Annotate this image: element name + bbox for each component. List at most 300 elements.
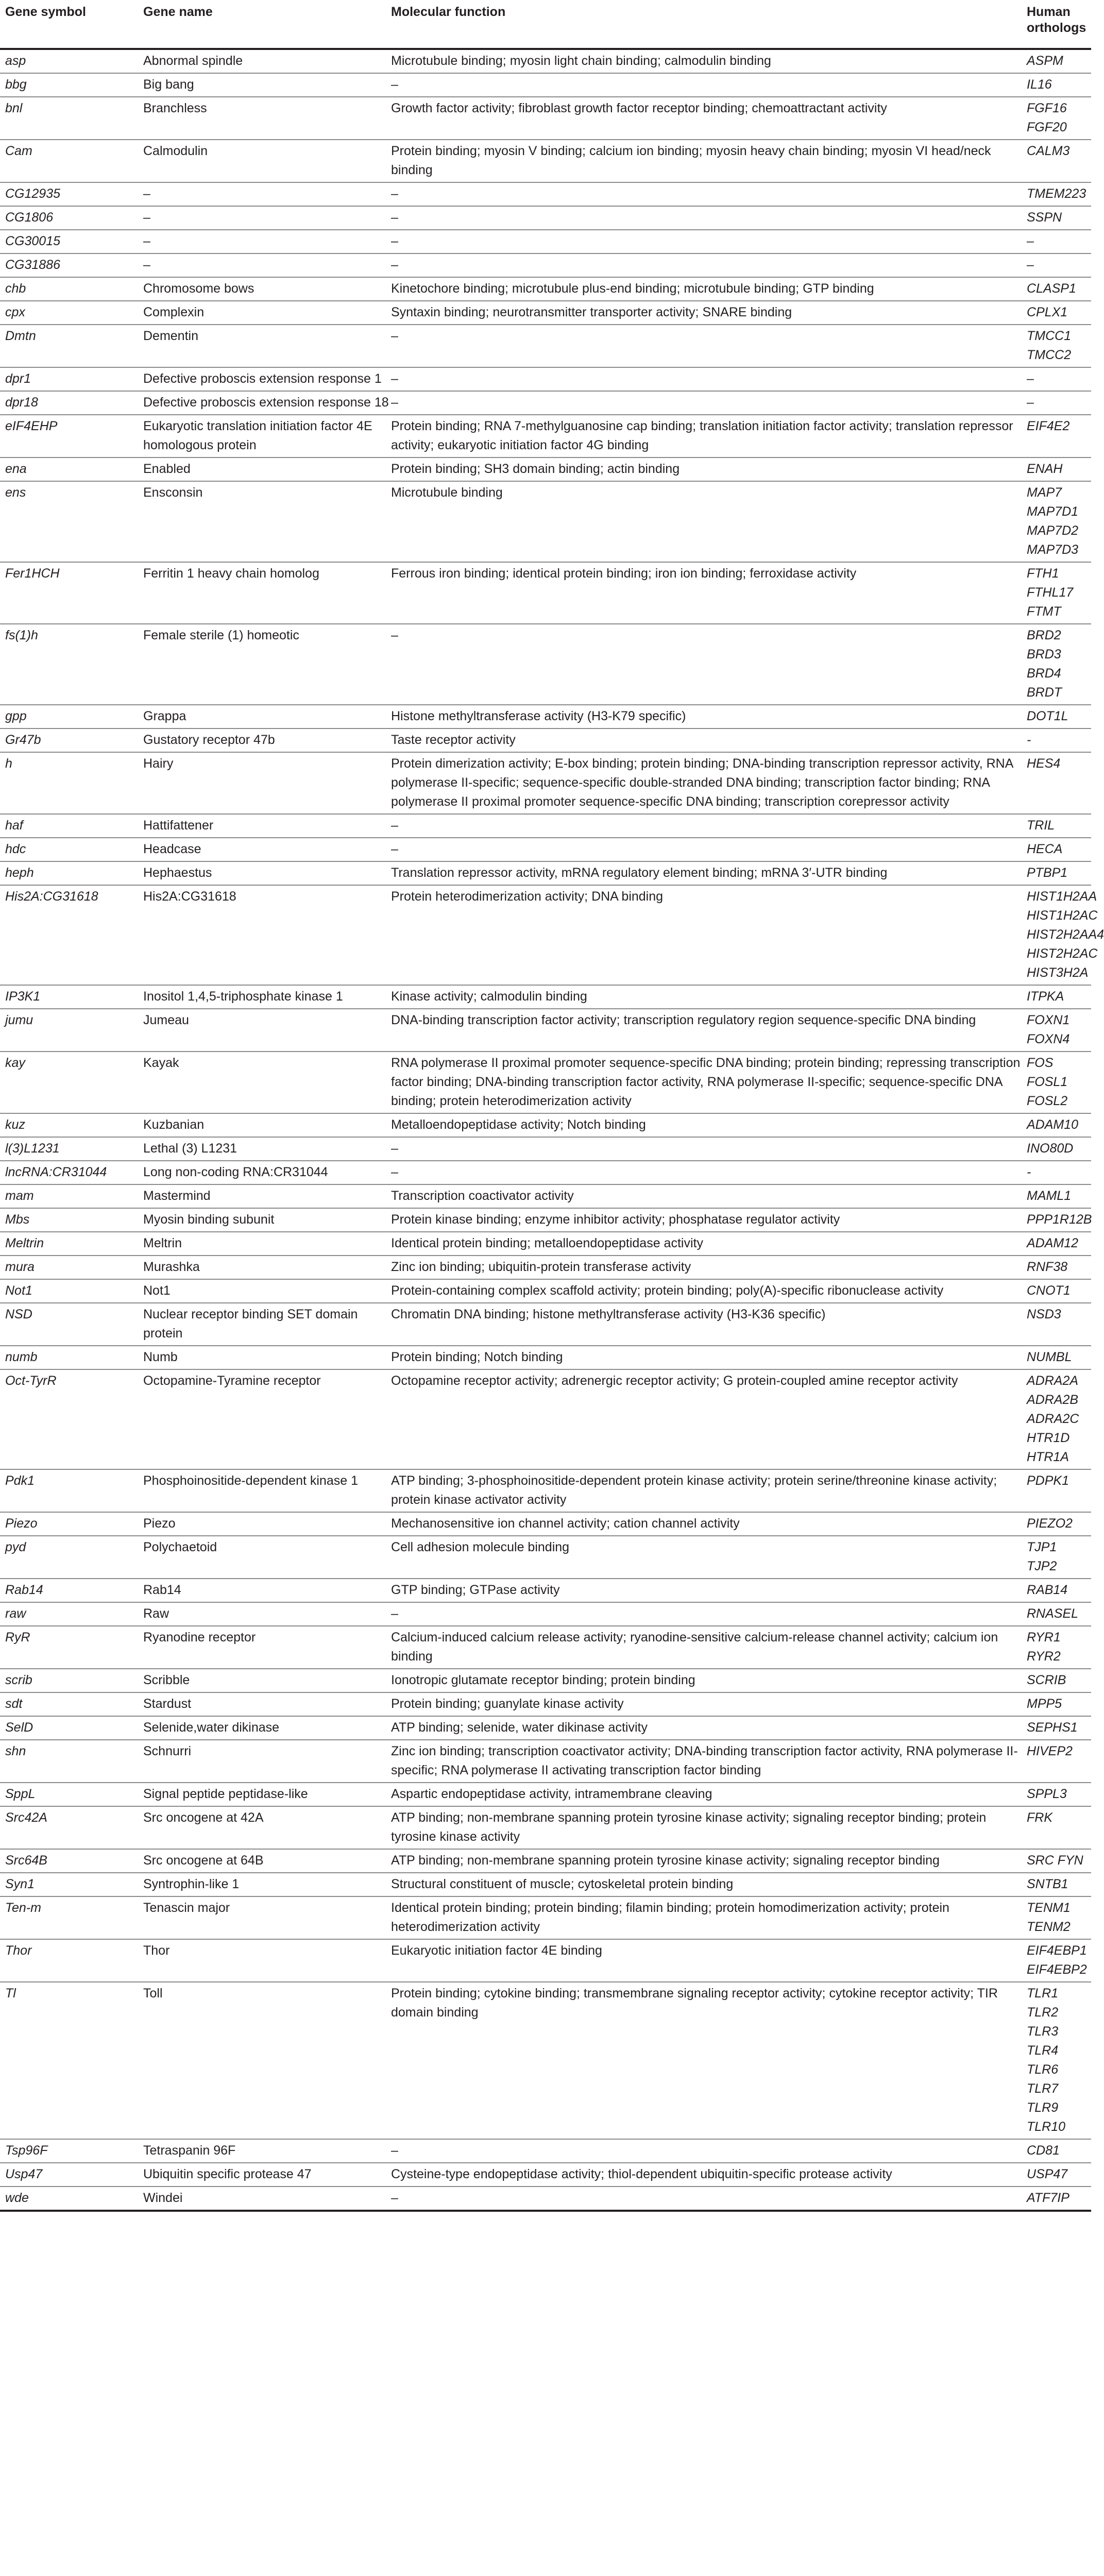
orthologs-list <box>1027 2140 1091 2162</box>
gene-name-cell-text: Calmodulin <box>143 144 208 158</box>
orthologs-list <box>1027 2187 1091 2210</box>
orthologs-list <box>1027 1626 1091 1668</box>
molecular-function-cell-text: – <box>391 1606 398 1621</box>
gene-name-cell <box>143 1626 391 1669</box>
orthologs-list <box>1027 1579 1091 1602</box>
gene-name-cell-text: Scribble <box>143 1673 190 1687</box>
orthologs-list <box>1027 753 1091 775</box>
gene-symbol-cell-text: jumu <box>5 1013 33 1027</box>
ortholog-item: FOSL1 <box>1027 1075 1068 1089</box>
gene-name-cell <box>143 1279 391 1303</box>
molecular-function-cell <box>391 1137 1027 1161</box>
gene-name-cell <box>143 253 391 277</box>
gene-name-cell-text: Windei <box>143 2191 183 2205</box>
gene-symbol-cell <box>0 1536 143 1579</box>
gene-symbol-cell-text: scrib <box>5 1673 32 1687</box>
orthologs-list <box>1027 482 1091 562</box>
human-orthologs-cell <box>1027 1806 1091 1849</box>
gene-symbol-cell <box>0 1346 143 1369</box>
human-orthologs-cell <box>1027 885 1104 985</box>
gene-symbol-cell-text: CG1806 <box>5 210 54 225</box>
table-header <box>0 0 1091 49</box>
ortholog-item: FTHL17 <box>1027 585 1074 600</box>
molecular-function-cell-text: Growth factor activity; fibroblast growth factor receptor binding; chemoattractant activity <box>391 101 887 115</box>
table-row <box>0 2187 1091 2211</box>
orthologs-list <box>1027 74 1091 96</box>
molecular-function-cell <box>391 2163 1027 2187</box>
table-row <box>0 1232 1091 1256</box>
human-orthologs-cell <box>1027 861 1091 885</box>
molecular-function-cell <box>391 1052 1027 1113</box>
molecular-function-cell <box>391 1849 1027 1873</box>
gene-symbol-cell <box>0 752 143 814</box>
molecular-function-cell <box>391 73 1027 97</box>
gene-name-cell <box>143 1896 391 1939</box>
molecular-function-cell-text: – <box>391 1141 398 1156</box>
human-orthologs-cell <box>1027 140 1091 182</box>
ortholog-item: ADAM10 <box>1027 1117 1079 1132</box>
ortholog-item: SNTB1 <box>1027 1877 1068 1891</box>
molecular-function-cell-text: – <box>391 395 398 410</box>
orthologs-list <box>1027 368 1091 391</box>
molecular-function-cell-text: – <box>391 210 398 225</box>
molecular-function-cell-text: Structural constituent of muscle; cytoskeletal protein binding <box>391 1877 734 1891</box>
table-row <box>0 1009 1091 1052</box>
molecular-function-cell <box>391 1184 1027 1208</box>
ortholog-item: ENAH <box>1027 462 1063 476</box>
gene-name-cell <box>143 1232 391 1256</box>
gene-symbol-cell-text: hdc <box>5 842 26 856</box>
human-orthologs-cell <box>1027 814 1091 838</box>
ortholog-item: ADRA2B <box>1027 1393 1079 1407</box>
gene-name-cell <box>143 1009 391 1052</box>
orthologs-list <box>1027 458 1091 481</box>
gene-symbol-cell-text: heph <box>5 866 34 880</box>
gene-symbol-cell <box>0 206 143 230</box>
table-row <box>0 49 1091 73</box>
gene-symbol-cell <box>0 624 143 705</box>
table-row <box>0 1512 1091 1536</box>
gene-name-cell <box>143 2187 391 2211</box>
gene-name-cell-text: Hairy <box>143 756 174 771</box>
molecular-function-cell-text: – <box>391 818 398 833</box>
ortholog-item: EIF4E2 <box>1027 419 1070 433</box>
gene-name-cell-text: Meltrin <box>143 1236 182 1250</box>
ortholog-item: USP47 <box>1027 2167 1068 2181</box>
molecular-function-cell <box>391 301 1027 325</box>
molecular-function-cell <box>391 49 1027 73</box>
gene-name-cell-text: Dementin <box>143 329 198 343</box>
gene-symbol-cell-text: fs(1)h <box>5 628 38 642</box>
gene-symbol-cell <box>0 705 143 728</box>
ortholog-item: BRD2 <box>1027 628 1061 642</box>
gene-name-cell <box>143 1113 391 1137</box>
human-orthologs-cell <box>1027 1873 1091 1896</box>
orthologs-list <box>1027 838 1091 861</box>
molecular-function-cell-text: Mechanosensitive ion channel activity; cation channel activity <box>391 1516 740 1531</box>
molecular-function-cell-text: Microtubule binding <box>391 485 503 500</box>
gene-name-cell-text: Numb <box>143 1350 178 1364</box>
gene-name-cell-text: Long non-coding RNA:CR31044 <box>143 1165 328 1179</box>
gene-symbol-cell <box>0 1896 143 1939</box>
ortholog-item: CNOT1 <box>1027 1283 1071 1298</box>
gene-symbol-cell-text: asp <box>5 54 26 68</box>
ortholog-item: TLR10 <box>1027 2120 1066 2134</box>
ortholog-item: BRD4 <box>1027 666 1061 681</box>
molecular-function-cell <box>391 1161 1027 1184</box>
table-row <box>0 752 1091 814</box>
molecular-function-cell <box>391 415 1027 457</box>
orthologs-list <box>1027 1693 1091 1716</box>
ortholog-item: ADRA2A <box>1027 1374 1079 1388</box>
ortholog-item: TLR7 <box>1027 2081 1059 2096</box>
human-orthologs-cell <box>1027 2163 1091 2187</box>
orthologs-list <box>1027 278 1091 300</box>
ortholog-item: IL16 <box>1027 77 1052 92</box>
human-orthologs-cell <box>1027 1896 1091 1939</box>
gene-name-cell-text: Signal peptide peptidase-like <box>143 1787 308 1801</box>
gene-name-cell-text: Ubiquitin specific protease 47 <box>143 2167 312 2181</box>
ortholog-item: HIST2H2AC <box>1027 946 1098 961</box>
orthologs-list <box>1027 729 1091 752</box>
table-row <box>0 1369 1091 1469</box>
molecular-function-cell <box>391 1783 1027 1806</box>
orthologs-list <box>1027 301 1091 324</box>
table-row <box>0 1939 1091 1982</box>
gene-name-cell <box>143 1184 391 1208</box>
molecular-function-cell <box>391 97 1027 140</box>
ortholog-item: RAB14 <box>1027 1583 1068 1597</box>
gene-name-cell <box>143 182 391 206</box>
orthologs-list <box>1027 325 1091 367</box>
gene-symbol-cell-text: h <box>5 756 12 771</box>
gene-name-cell <box>143 1469 391 1512</box>
gene-name-cell <box>143 415 391 457</box>
ortholog-item: – <box>1027 395 1034 410</box>
gene-symbol-cell-text: cpx <box>5 305 25 319</box>
ortholog-item: TLR1 <box>1027 1986 1059 2001</box>
orthologs-list <box>1027 1470 1091 1493</box>
molecular-function-cell-text: Protein binding; cytokine binding; transmembrane signaling receptor activity; cytokine receptor activity; TIR domain binding <box>391 1986 998 2020</box>
table-row <box>0 814 1091 838</box>
gene-name-cell-text: – <box>143 258 150 272</box>
gene-name-cell-text: Piezo <box>143 1516 176 1531</box>
gene-symbol-cell-text: IP3K1 <box>5 989 41 1004</box>
orthologs-list <box>1027 1185 1091 1208</box>
molecular-function-cell <box>391 1256 1027 1279</box>
human-orthologs-cell <box>1027 481 1091 562</box>
gene-name-cell <box>143 1740 391 1783</box>
molecular-function-cell-text: – <box>391 1165 398 1179</box>
human-orthologs-cell <box>1027 73 1091 97</box>
gene-symbol-cell <box>0 1232 143 1256</box>
gene-name-cell-text: Defective proboscis extension response 1 <box>143 371 382 386</box>
molecular-function-cell-text: Syntaxin binding; neurotransmitter transporter activity; SNARE binding <box>391 305 792 319</box>
gene-symbol-cell-text: Tl <box>5 1986 16 2001</box>
table-row <box>0 1113 1091 1137</box>
molecular-function-cell <box>391 325 1027 367</box>
orthologs-list <box>1027 2163 1091 2186</box>
gene-symbol-cell-text: mam <box>5 1189 34 1203</box>
gene-name-cell-text: Raw <box>143 1606 169 1621</box>
ortholog-item: TENM1 <box>1027 1901 1071 1915</box>
gene-symbol-cell <box>0 861 143 885</box>
gene-name-cell-text: Not1 <box>143 1283 171 1298</box>
gene-name-cell-text: Eukaryotic translation initiation factor 4E homologous protein <box>143 419 372 452</box>
human-orthologs-cell <box>1027 301 1091 325</box>
ortholog-item: ADAM12 <box>1027 1236 1079 1250</box>
gene-symbol-cell-text: CG30015 <box>5 234 61 248</box>
table-row <box>0 1161 1091 1184</box>
gene-name-cell <box>143 206 391 230</box>
orthologs-list <box>1027 1603 1091 1625</box>
molecular-function-cell <box>391 1692 1027 1716</box>
orthologs-list <box>1027 254 1091 277</box>
ortholog-item: RNF38 <box>1027 1260 1068 1274</box>
molecular-function-cell-text: GTP binding; GTPase activity <box>391 1583 560 1597</box>
human-orthologs-cell <box>1027 838 1091 861</box>
table-row <box>0 253 1091 277</box>
molecular-function-cell-text: ATP binding; non-membrane spanning protein tyrosine kinase activity; signaling receptor binding; protein tyrosine kinase activity <box>391 1810 987 1844</box>
human-orthologs-cell <box>1027 1512 1091 1536</box>
gene-symbol-cell <box>0 1849 143 1873</box>
molecular-function-cell-text: Cysteine-type endopeptidase activity; thiol-dependent ubiquitin-specific protease activity <box>391 2167 892 2181</box>
molecular-function-cell <box>391 1602 1027 1626</box>
orthologs-list <box>1027 986 1091 1008</box>
molecular-function-cell <box>391 814 1027 838</box>
gene-symbol-cell <box>0 1137 143 1161</box>
gene-symbol-cell-text: Syn1 <box>5 1877 35 1891</box>
gene-symbol-cell-text: Mbs <box>5 1212 30 1227</box>
orthologs-list <box>1027 1513 1091 1535</box>
molecular-function-cell <box>391 230 1027 253</box>
header-human-orthologs: Human orthologs <box>1027 0 1091 49</box>
table-row <box>0 415 1091 457</box>
gene-symbol-cell-text: NSD <box>5 1307 32 1321</box>
molecular-function-cell <box>391 367 1027 391</box>
ortholog-item: INO80D <box>1027 1141 1074 1156</box>
gene-name-cell-text: Hephaestus <box>143 866 212 880</box>
gene-name-cell <box>143 1137 391 1161</box>
gene-name-cell <box>143 73 391 97</box>
gene-symbol-cell <box>0 2187 143 2211</box>
molecular-function-cell-text: Metalloendopeptidase activity; Notch binding <box>391 1117 646 1132</box>
molecular-function-cell <box>391 2139 1027 2163</box>
gene-symbol-cell-text: bbg <box>5 77 27 92</box>
ortholog-item: DOT1L <box>1027 709 1068 723</box>
gene-name-cell-text: Nuclear receptor binding SET domain protein <box>143 1307 358 1341</box>
gene-symbol-cell-text: Not1 <box>5 1283 32 1298</box>
human-orthologs-cell <box>1027 2139 1091 2163</box>
orthologs-list <box>1027 1232 1091 1255</box>
gene-name-cell-text: Myosin binding subunit <box>143 1212 275 1227</box>
gene-name-cell <box>143 1939 391 1982</box>
molecular-function-cell <box>391 1113 1027 1137</box>
gene-symbol-cell <box>0 814 143 838</box>
gene-symbol-cell <box>0 1369 143 1469</box>
gene-name-cell-text: – <box>143 234 150 248</box>
ortholog-item: CPLX1 <box>1027 305 1068 319</box>
ortholog-item: PTBP1 <box>1027 866 1068 880</box>
molecular-function-cell <box>391 1716 1027 1740</box>
molecular-function-cell <box>391 253 1027 277</box>
table-row <box>0 1849 1091 1873</box>
ortholog-item: HECA <box>1027 842 1063 856</box>
gene-symbol-cell <box>0 1602 143 1626</box>
gene-symbol-cell-text: dpr18 <box>5 395 38 410</box>
gene-symbol-cell-text: RyR <box>5 1630 30 1645</box>
human-orthologs-cell <box>1027 1161 1091 1184</box>
ortholog-item: TJP2 <box>1027 1559 1057 1573</box>
ortholog-item: TLR9 <box>1027 2100 1059 2115</box>
ortholog-item: HES4 <box>1027 756 1061 771</box>
gene-symbol-cell <box>0 230 143 253</box>
gene-name-cell-text: His2A:CG31618 <box>143 889 236 904</box>
human-orthologs-cell <box>1027 1113 1091 1137</box>
ortholog-item: PDPK1 <box>1027 1473 1069 1488</box>
molecular-function-cell <box>391 728 1027 752</box>
molecular-function-cell-text: – <box>391 329 398 343</box>
ortholog-item: RNASEL <box>1027 1606 1079 1621</box>
molecular-function-cell <box>391 752 1027 814</box>
molecular-function-cell-text: Histone methyltransferase activity (H3-K79 specific) <box>391 709 686 723</box>
gene-name-cell <box>143 97 391 140</box>
gene-name-cell-text: Tetraspanin 96F <box>143 2143 236 2158</box>
gene-symbol-cell <box>0 415 143 457</box>
ortholog-item: SRC FYN <box>1027 1853 1083 1868</box>
ortholog-item: HIST1H2AC <box>1027 908 1098 923</box>
gene-symbol-cell <box>0 1740 143 1783</box>
molecular-function-cell <box>391 624 1027 705</box>
gene-name-cell-text: Schnurri <box>143 1744 192 1758</box>
table-row <box>0 1896 1091 1939</box>
human-orthologs-cell <box>1027 367 1091 391</box>
gene-name-cell <box>143 1716 391 1740</box>
gene-name-cell <box>143 1512 391 1536</box>
table-row <box>0 1256 1091 1279</box>
ortholog-item: CLASP1 <box>1027 281 1076 296</box>
gene-name-cell-text: Inositol 1,4,5-triphosphate kinase 1 <box>143 989 343 1004</box>
ortholog-item: TRIL <box>1027 818 1055 833</box>
gene-symbol-cell-text: Tsp96F <box>5 2143 48 2158</box>
human-orthologs-cell <box>1027 1208 1091 1232</box>
human-orthologs-cell <box>1027 277 1091 301</box>
table-row <box>0 140 1091 182</box>
gene-name-cell-text: Src oncogene at 42A <box>143 1810 264 1825</box>
molecular-function-cell-text: Ferrous iron binding; identical protein binding; iron ion binding; ferroxidase activity <box>391 566 857 581</box>
molecular-function-cell <box>391 391 1027 415</box>
orthologs-list <box>1027 1982 1091 2139</box>
human-orthologs-cell <box>1027 1740 1091 1783</box>
orthologs-list <box>1027 624 1091 704</box>
gene-name-cell <box>143 140 391 182</box>
ortholog-item: NUMBL <box>1027 1350 1072 1364</box>
molecular-function-cell-text: – <box>391 628 398 642</box>
table-row <box>0 301 1091 325</box>
gene-symbol-cell-text: Thor <box>5 1943 32 1958</box>
gene-symbol-cell-text: numb <box>5 1350 38 1364</box>
human-orthologs-cell <box>1027 1536 1091 1579</box>
gene-name-cell <box>143 985 391 1009</box>
table-row <box>0 861 1091 885</box>
gene-symbol-cell <box>0 1939 143 1982</box>
orthologs-list <box>1027 1783 1091 1806</box>
ortholog-item: FOSL2 <box>1027 1094 1068 1108</box>
ortholog-item: TLR4 <box>1027 2043 1059 2058</box>
gene-name-cell <box>143 1536 391 1579</box>
gene-name-cell-text: Polychaetoid <box>143 1540 217 1554</box>
gene-name-cell-text: Abnormal spindle <box>143 54 243 68</box>
molecular-function-cell <box>391 861 1027 885</box>
molecular-function-cell <box>391 1982 1027 2139</box>
header-row <box>0 0 1091 49</box>
human-orthologs-cell <box>1027 391 1091 415</box>
molecular-function-cell-text: Translation repressor activity, mRNA regulatory element binding; mRNA 3′-UTR binding <box>391 866 888 880</box>
human-orthologs-cell <box>1027 1346 1091 1369</box>
ortholog-item: NSD3 <box>1027 1307 1061 1321</box>
gene-symbol-cell-text: eIF4EHP <box>5 419 58 433</box>
orthologs-list <box>1027 862 1091 885</box>
molecular-function-cell-text: – <box>391 234 398 248</box>
orthologs-list <box>1027 1161 1091 1184</box>
human-orthologs-cell <box>1027 1184 1091 1208</box>
gene-symbol-cell-text: SelD <box>5 1720 33 1735</box>
gene-name-cell <box>143 1303 391 1346</box>
orthologs-list <box>1027 392 1091 414</box>
orthologs-list <box>1027 1807 1091 1829</box>
table-row <box>0 206 1091 230</box>
orthologs-list <box>1027 50 1091 73</box>
gene-name-cell-text: Tenascin major <box>143 1901 230 1915</box>
molecular-function-cell-text: Identical protein binding; metalloendopeptidase activity <box>391 1236 703 1250</box>
orthologs-list <box>1027 183 1091 206</box>
ortholog-item: HTR1A <box>1027 1450 1069 1464</box>
gene-name-cell <box>143 2139 391 2163</box>
molecular-function-cell-text: ATP binding; non-membrane spanning protein tyrosine kinase activity; signaling receptor binding <box>391 1853 940 1868</box>
gene-symbol-cell-text: Src42A <box>5 1810 47 1825</box>
ortholog-item: - <box>1027 733 1031 747</box>
gene-symbol-cell <box>0 1279 143 1303</box>
ortholog-item: HIST3H2A <box>1027 965 1089 980</box>
ortholog-item: MPP5 <box>1027 1697 1062 1711</box>
molecular-function-cell-text: – <box>391 2191 398 2205</box>
ortholog-item: FGF20 <box>1027 120 1067 134</box>
orthologs-list <box>1027 1114 1091 1137</box>
gene-name-cell-text: Grappa <box>143 709 186 723</box>
gene-symbol-cell <box>0 728 143 752</box>
gene-symbol-cell <box>0 1783 143 1806</box>
table-row <box>0 1346 1091 1369</box>
ortholog-item: TLR6 <box>1027 2062 1059 2077</box>
molecular-function-cell-text: Calcium-induced calcium release activity; ryanodine-sensitive calcium-release channel activity; calcium ion binding <box>391 1630 998 1664</box>
orthologs-list <box>1027 815 1091 837</box>
table-row <box>0 1716 1091 1740</box>
orthologs-list <box>1027 1009 1091 1051</box>
molecular-function-cell <box>391 838 1027 861</box>
human-orthologs-cell <box>1027 1279 1091 1303</box>
gene-symbol-cell <box>0 838 143 861</box>
gene-symbol-cell-text: Gr47b <box>5 733 41 747</box>
gene-symbol-cell-text: sdt <box>5 1697 23 1711</box>
gene-name-cell-text: Stardust <box>143 1697 192 1711</box>
gene-name-cell-text: Headcase <box>143 842 201 856</box>
molecular-function-cell-text: Zinc ion binding; ubiquitin-protein transferase activity <box>391 1260 691 1274</box>
molecular-function-cell-text: Transcription coactivator activity <box>391 1189 574 1203</box>
gene-symbol-cell-text: CG31886 <box>5 258 61 272</box>
ortholog-item: RYR2 <box>1027 1649 1061 1664</box>
gene-name-cell-text: Rab14 <box>143 1583 181 1597</box>
gene-name-cell-text: Ryanodine receptor <box>143 1630 256 1645</box>
